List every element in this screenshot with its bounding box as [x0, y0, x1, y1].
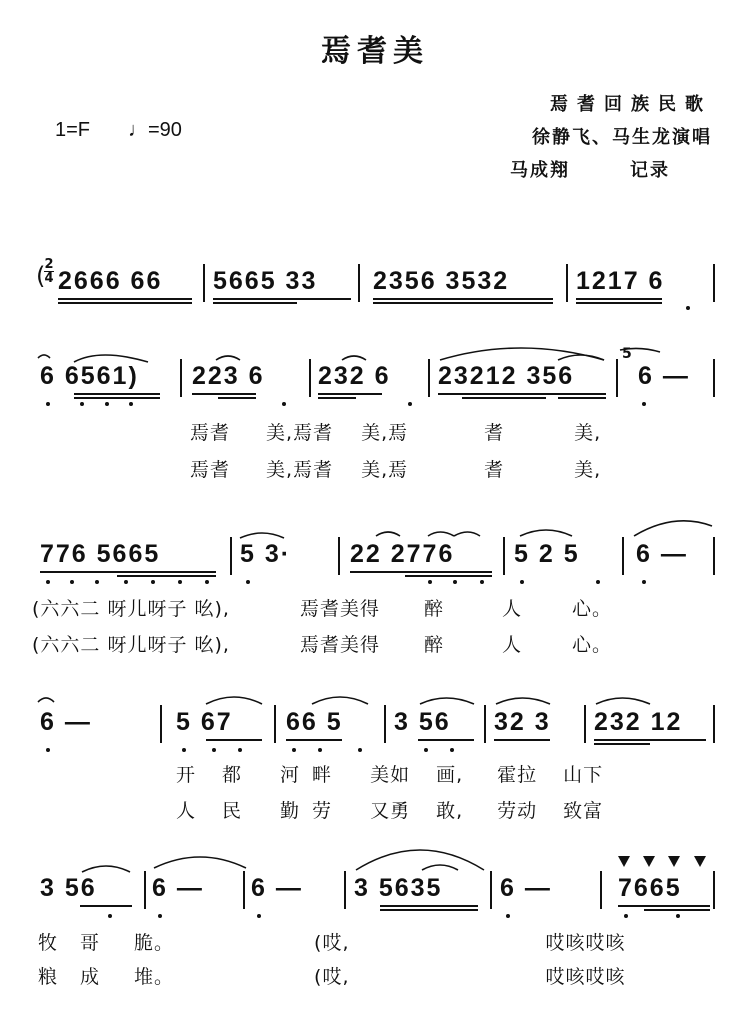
measure: 223 6 — [192, 362, 265, 390]
tempo-value: =90 — [148, 119, 182, 141]
time-signature-top: 2 — [44, 257, 54, 272]
measure: 6 — — [152, 874, 204, 902]
measure: 7665 — [618, 874, 682, 902]
measure: 5665 33 — [213, 267, 318, 295]
lyric-word: 都 — [222, 764, 243, 786]
lyric-word: 心。 — [572, 598, 613, 620]
measure: 232 6 — [318, 362, 391, 390]
measure: 22 2776 — [350, 540, 455, 568]
lyric-word: 成 — [80, 966, 101, 988]
lyric-word: 人 — [501, 634, 522, 656]
tie-slur — [596, 698, 650, 704]
measure: 1217 6 — [576, 267, 665, 295]
lyric-word: 敢, — [436, 800, 464, 822]
measure: 2666 66 — [58, 267, 163, 295]
lyric-word: (哎, — [314, 932, 350, 954]
measure: 6 — — [636, 540, 688, 568]
lyric-word: 哥 — [80, 932, 101, 954]
measure: 232 12 — [594, 708, 683, 736]
lyric-word: 画, — [436, 764, 464, 786]
lyric-word: 牧 — [38, 932, 59, 954]
lyric-word: 又勇 — [370, 800, 411, 822]
measure: 32 3 — [494, 708, 551, 736]
lyric-word: 美, — [361, 459, 389, 481]
lyric-word: 醉 — [423, 598, 444, 620]
lyric-word: 劳 — [312, 800, 333, 822]
lyric-word: 焉耆美得 — [299, 598, 380, 620]
tie-slur — [74, 355, 148, 362]
song-origin: 焉耆回族民歌 — [550, 94, 712, 115]
lyric-word: 焉 — [388, 422, 409, 444]
lyric-word: 美, — [574, 459, 602, 481]
tie-slur — [312, 697, 368, 704]
lyric-word: 劳动 — [497, 800, 538, 822]
lyric-word: 粮 — [38, 966, 59, 988]
lyric-word: (六六二 呀儿呀子 吆), — [32, 634, 230, 656]
lyric-word: 脆。 — [134, 932, 175, 954]
grace-note: 5 — [622, 346, 632, 362]
measure: 6 — — [638, 362, 690, 390]
lyric-word: 人 — [501, 598, 522, 620]
measure: 5 3· — [240, 540, 292, 568]
measure: 6 — — [500, 874, 552, 902]
tie-slur — [440, 348, 604, 360]
tie-slur — [356, 850, 484, 870]
lyric-word: 堆。 — [134, 966, 175, 988]
lyric-word: (哎, — [314, 966, 350, 988]
quarter-note-icon: ♩ — [128, 119, 148, 141]
lyric-word: 霍拉 — [497, 764, 538, 786]
lyric-word: 哎咳哎咳 — [545, 966, 626, 988]
tie-slur — [496, 698, 550, 704]
tie-slur — [520, 530, 572, 536]
tie-slur — [422, 865, 458, 870]
tie-slur — [216, 356, 240, 360]
lyric-word: 山下 — [563, 764, 604, 786]
lyric-word: 焉耆 — [190, 459, 231, 481]
song-title: 焉耆美 — [321, 34, 429, 69]
tie-slur — [428, 532, 454, 536]
measure: 6 6561) — [40, 362, 139, 390]
tie-slur — [82, 866, 130, 872]
measure: 3 56 — [394, 708, 451, 736]
measure: 3 56 — [40, 874, 97, 902]
tie-slur — [558, 355, 604, 360]
time-signature-bottom: 4 — [44, 271, 54, 286]
tie-slur — [454, 532, 480, 536]
tie-slur — [240, 533, 284, 538]
measure: 5 2 5 — [514, 540, 580, 568]
tie-slur — [420, 698, 474, 704]
repeat-bracket: ( — [36, 262, 46, 290]
measure: 6 — — [251, 874, 303, 902]
lyric-word: 醉 — [423, 634, 444, 656]
recorder-name: 马成翔 — [510, 160, 570, 181]
measure: 3 5635 — [354, 874, 443, 902]
lyric-word: 民 — [222, 800, 243, 822]
lyric-word: 开 — [176, 764, 197, 786]
lyric-word: 致富 — [563, 800, 604, 822]
tie-slur — [620, 348, 660, 352]
lyric-word: 心。 — [572, 634, 613, 656]
performers: 徐静飞、马生龙演唱 — [532, 127, 712, 148]
measure: 5 67 — [176, 708, 233, 736]
tie-slur — [376, 532, 400, 536]
lyric-word: 美, — [361, 422, 389, 444]
measure: 66 5 — [286, 708, 343, 736]
key-signature: 1=F — [55, 119, 91, 141]
lyric-word: 美如 — [370, 764, 411, 786]
lyric-word: 焉耆 — [293, 459, 334, 481]
tie-slur — [154, 857, 246, 868]
tie-slur — [38, 698, 54, 702]
lyric-word: 人 — [176, 800, 197, 822]
tie-slur — [634, 521, 712, 536]
lyric-word: 勤 — [280, 800, 301, 822]
measure: 2356 3532 — [373, 267, 510, 295]
tie-slur — [38, 355, 50, 358]
lyric-word: (六六二 呀儿呀子 吆), — [32, 598, 230, 620]
lyric-word: 焉耆 — [293, 422, 334, 444]
lyric-word: 河 — [280, 764, 301, 786]
lyric-word: 焉耆 — [190, 422, 231, 444]
tie-slur — [342, 356, 366, 360]
tie-slur — [206, 697, 262, 704]
measure: 6 — — [40, 708, 92, 736]
lyric-word: 耆 — [484, 422, 505, 444]
lyric-word: 哎咳哎咳 — [545, 932, 626, 954]
lyric-word: 焉耆美得 — [299, 634, 380, 656]
measure: 23212 356 — [438, 362, 575, 390]
lyric-word: 耆 — [484, 459, 505, 481]
lyric-word: 畔 — [312, 764, 333, 786]
measure: 776 5665 — [40, 540, 161, 568]
lyric-word: 美, — [266, 459, 294, 481]
lyric-word: 美, — [266, 422, 294, 444]
lyric-word: 美, — [574, 422, 602, 444]
recorder-role: 记录 — [630, 160, 670, 181]
lyric-word: 焉 — [388, 459, 409, 481]
